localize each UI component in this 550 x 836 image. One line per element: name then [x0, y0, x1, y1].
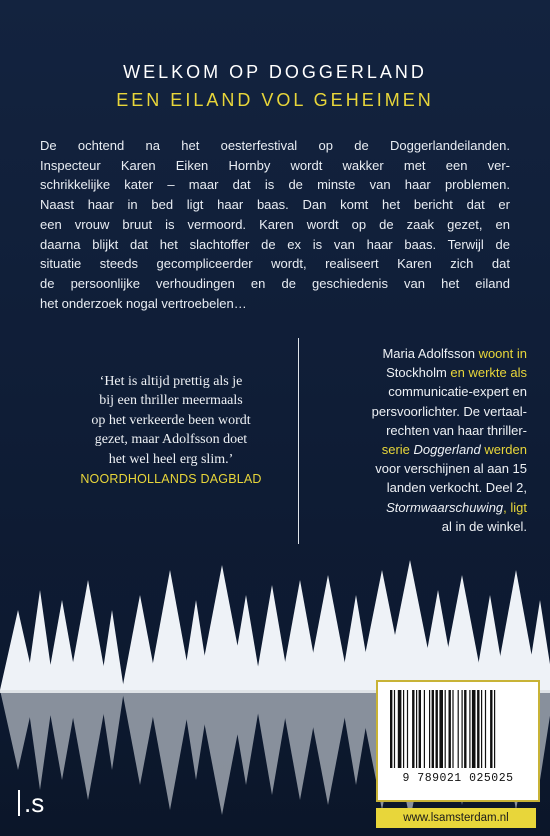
bio-text: woont in — [474, 346, 527, 361]
book-two-title: Stormwaarschuwing — [386, 499, 504, 515]
synopsis-line: Inspecteur Karen Eiken Hornby wordt wakker met een ver- — [40, 157, 510, 173]
quote-line: het wel heel erg slim.’ — [108, 451, 234, 467]
bio-text: serie — [381, 442, 414, 458]
synopsis — [40, 136, 510, 313]
bio-text: werden — [480, 442, 527, 458]
column-divider — [298, 338, 299, 544]
quote-line: bij een thriller meermaals — [99, 393, 243, 409]
barcode — [376, 680, 540, 802]
bio-text: communicatie-expert en — [388, 384, 527, 400]
quote-line: gezet, maar Adolfsson doet — [94, 432, 248, 448]
synopsis-line: daarna blijkt dat het slachtoffer de ex is van haar baas. Terwijl de — [40, 236, 510, 252]
heading-tagline: EEN EILAND VOL GEHEIMEN — [116, 90, 434, 110]
bio-text: , ligt — [503, 499, 527, 515]
publisher-logo: .s — [18, 790, 44, 816]
synopsis-line: De ochtend na het oesterfestival op de Doggerlandeilanden. — [40, 138, 510, 153]
synopsis-line: het onderzoek nogal vertroebelen… — [40, 295, 247, 311]
quote-line: ‘Het is altijd prettig als je — [99, 374, 243, 389]
synopsis-line: Naast haar in bed ligt haar baas. Dan komt het bericht dat er — [40, 197, 510, 213]
bio-text: persvoorlichter. De vertaal- — [371, 403, 527, 419]
quote-source: NOORDHOLLANDS DAGBLAD — [80, 472, 262, 487]
publisher-url: www.lsamsterdam.nl — [376, 808, 536, 828]
review-quote — [40, 372, 302, 489]
quote-line: op het verkeerde been wordt — [91, 412, 251, 428]
bio-text: Stockholm — [386, 365, 447, 381]
series-title: Doggerland — [413, 442, 481, 458]
bio-text: voor verschijnen al aan 15 — [375, 461, 527, 477]
synopsis-line: een vrouw bruut is vermoord. Karen wordt op de zaak gezet, en — [40, 216, 510, 232]
isbn-number: 9 789021 025025 — [402, 772, 514, 785]
synopsis-line: situatie steeds gecompliceerder wordt, realiseert Karen zich dat — [40, 256, 510, 272]
synopsis-line: de persoonlijke verhoudingen en de geschiedenis van het eiland — [40, 275, 510, 291]
bio-text: al in de winkel. — [441, 518, 527, 534]
barcode-bars — [386, 690, 530, 770]
author-name: Maria Adolfsson — [382, 346, 475, 361]
synopsis-line: schrikkelijke kater – maar dat is de minste van haar problemen. — [40, 177, 510, 193]
heading-welcome: WELKOM OP DOGGERLAND — [123, 62, 427, 82]
author-bio — [305, 344, 527, 536]
bio-text: landen verkocht. Deel 2, — [386, 480, 527, 496]
bio-text: en werkte als — [446, 365, 527, 381]
bio-text: rechten van haar thriller- — [386, 422, 527, 438]
